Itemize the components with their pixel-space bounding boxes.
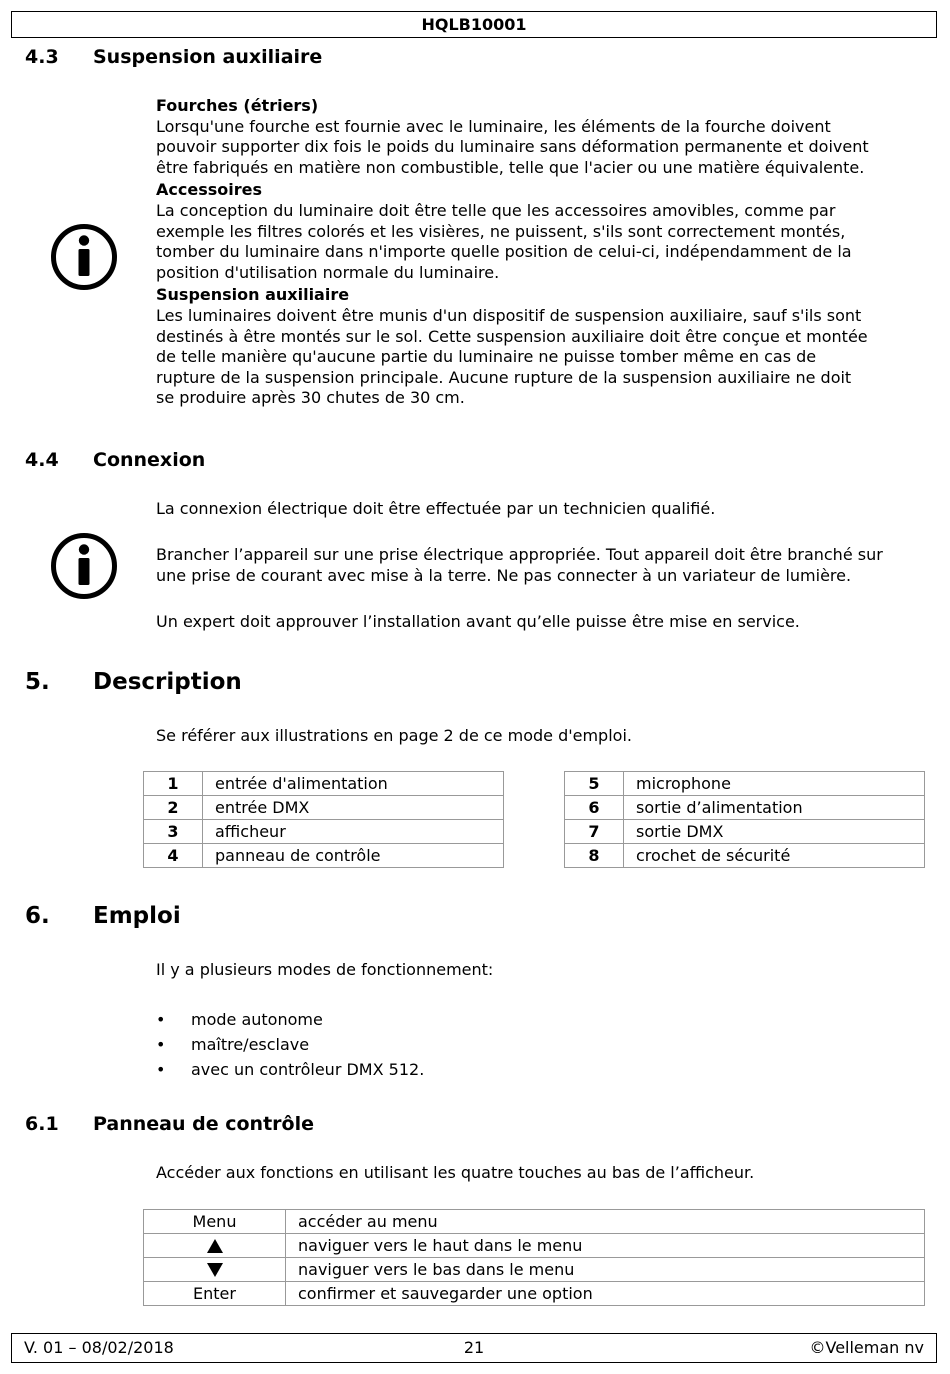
mode-list [156,1007,424,1082]
paragraph-line: de telle manière qu'aucune partie du luminaire ne puisse tomber même en cas de [156,347,817,367]
paragraph-line: rupture de la suspension principale. Aucune rupture de la suspension auxiliaire ne doit [156,367,852,387]
item-number: 6 [565,796,624,820]
section-title: Panneau de contrôle [93,1113,314,1135]
paragraph-line: être fabriqués en matière non combustible, telle que l'acier ou une matière équivalente. [156,157,865,177]
item-label: microphone [624,772,925,796]
copyright: ©Velleman nv [809,1338,924,1357]
key-description: naviguer vers le haut dans le menu [286,1234,925,1258]
page-header [11,11,937,38]
control-keys-table [143,1209,925,1306]
section-title: Emploi [93,903,181,929]
table-row [144,1234,925,1258]
down-triangle-icon [207,1263,223,1277]
item-number: 3 [144,820,203,844]
paragraph-line: pouvoir supporter dix fois le poids du luminaire sans déformation permanente et doivent [156,137,869,157]
subheading-accessoires: Accessoires [156,180,262,200]
table-row [144,820,504,844]
item-number: 5 [565,772,624,796]
paragraph-line: La conception du luminaire doit être telle que les accessoires amovibles, comme par [156,200,836,220]
section-title: Suspension auxiliaire [93,46,323,68]
item-label: afficheur [203,820,504,844]
paragraph-line: Les luminaires doivent être munis d'un dispositif de suspension auxiliaire, sauf s'ils sont [156,305,862,325]
section-number: 5. [25,669,50,695]
section-title: Connexion [93,449,206,471]
section-number: 4.3 [25,46,59,68]
info-icon [50,223,118,291]
table-row [565,796,925,820]
paragraph-line: destinés à être montés sur le sol. Cette suspension auxiliaire doit être conçue et montée [156,326,868,346]
item-label: crochet de sécurité [624,844,925,868]
description-table-left [143,771,504,868]
item-number: 1 [144,772,203,796]
list-item-label: mode autonome [191,1010,323,1029]
paragraph-line: tomber du luminaire dans n'importe quelle position de celui-ci, indépendamment de la [156,242,852,262]
up-triangle-icon [207,1239,223,1253]
paragraph-line: position d'utilisation normale du luminaire. [156,262,500,282]
emploi-intro: Il y a plusieurs modes de fonctionnement: [156,960,494,979]
connexion-paragraph-3: Un expert doit approuver l’installation avant qu’elle puisse être mise en service. [156,612,800,631]
subheading-suspension: Suspension auxiliaire [156,285,350,305]
table-row [144,1210,925,1234]
table-row [565,772,925,796]
info-icon [50,532,118,600]
section-title: Description [93,669,242,695]
paragraph-line: Brancher l’appareil sur une prise électrique appropriée. Tout appareil doit être branché sur [156,545,883,564]
key-down [144,1258,286,1282]
connexion-paragraph-2 [156,545,883,586]
key-description: accéder au menu [286,1210,925,1234]
paragraph-line: une prise de courant avec mise à la terre. Ne pas connecter à un variateur de lumière. [156,565,852,585]
item-number: 4 [144,844,203,868]
table-row [144,1258,925,1282]
table-row [144,796,504,820]
section-number: 4.4 [25,449,59,471]
subheading-fourches: Fourches (étriers) [156,96,319,115]
page-footer [11,1333,937,1363]
list-item-label: avec un contrôleur DMX 512. [191,1060,425,1079]
paragraph-line: exemple les filtres colorés et les visières, ne puissent, s'ils sont correctement montés, [156,221,846,241]
section-number: 6.1 [25,1113,59,1135]
page-number: 21 [463,1338,485,1357]
key-description: confirmer et sauvegarder une option [286,1282,925,1306]
item-label: sortie d’alimentation [624,796,925,820]
table-row [144,772,504,796]
list-item [156,1057,424,1082]
paragraph-line: Lorsqu'une fourche est fournie avec le luminaire, les éléments de la fourche doivent [156,116,831,136]
table-row [144,1282,925,1306]
table-row [144,844,504,868]
section-4-3-body [156,96,869,409]
item-label: panneau de contrôle [203,844,504,868]
control-panel-intro: Accéder aux fonctions en utilisant les quatre touches au bas de l’afficheur. [156,1163,755,1182]
bullet-icon: • [156,1060,166,1079]
description-table-right [564,771,925,868]
key-up [144,1234,286,1258]
key-menu: Menu [144,1210,286,1234]
table-row [565,820,925,844]
item-label: sortie DMX [624,820,925,844]
version-date: V. 01 – 08/02/2018 [24,1338,174,1357]
item-number: 8 [565,844,624,868]
paragraph-line: se produire après 30 chutes de 30 cm. [156,388,465,408]
header-title: HQLB10001 [421,15,527,34]
table-row [565,844,925,868]
bullet-icon: • [156,1035,166,1054]
list-item [156,1032,424,1057]
list-item-label: maître/esclave [191,1035,310,1054]
key-description: naviguer vers le bas dans le menu [286,1258,925,1282]
description-intro: Se référer aux illustrations en page 2 de ce mode d'emploi. [156,726,632,745]
connexion-paragraph-1: La connexion électrique doit être effectuée par un technicien qualifié. [156,499,716,518]
section-number: 6. [25,903,50,929]
item-label: entrée d'alimentation [203,772,504,796]
item-label: entrée DMX [203,796,504,820]
key-enter: Enter [144,1282,286,1306]
item-number: 2 [144,796,203,820]
item-number: 7 [565,820,624,844]
list-item [156,1007,424,1032]
bullet-icon: • [156,1010,166,1029]
